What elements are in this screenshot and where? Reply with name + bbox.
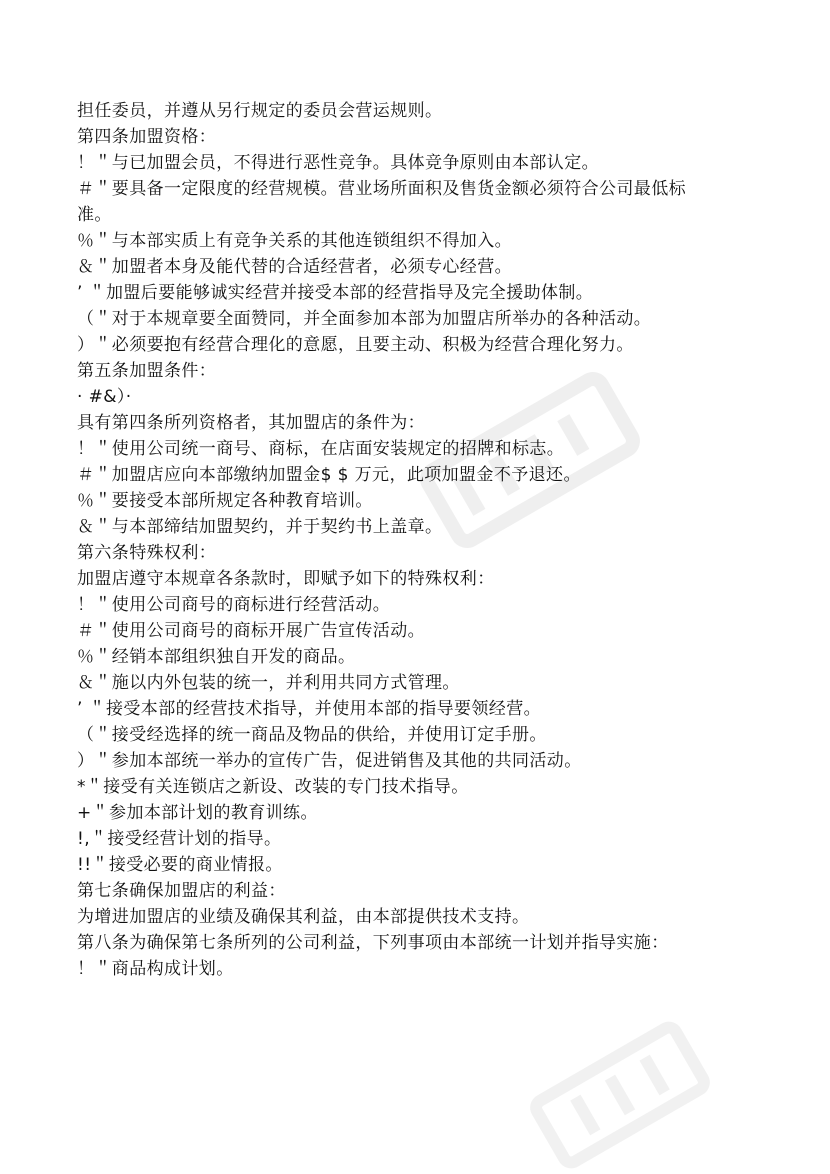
text-line: 为增进加盟店的业绩及确保其利益，由本部提供技术支持。 — [77, 907, 530, 927]
list-item: ％＂要接受本部所规定各种教育培训。 — [77, 491, 373, 511]
section-heading: 第五条加盟条件： — [77, 361, 217, 381]
list-item: ！＂使用公司统一商号、商标，在店面安装规定的招牌和标志。 — [77, 439, 565, 459]
text-line: 担任委员，并遵从另行规定的委员会营运规则。 — [77, 101, 443, 121]
list-item: ＆＂与本部缔结加盟契约，并于契约书上盖章。 — [77, 517, 443, 537]
section-heading: 第四条加盟资格： — [77, 127, 217, 147]
list-item: +＂参加本部计划的教育训练。 — [77, 803, 318, 823]
list-item: ’ ＂接受本部的经营技术指导，并使用本部的指导要领经营。 — [77, 699, 542, 719]
list-item: ＃＂要具备一定限度的经营规模。营业场所面积及售货金额必须符合公司最低标 — [77, 179, 686, 199]
list-item: ％＂经销本部组织独自开发的商品。 — [77, 647, 356, 667]
list-item: ＃＂使用公司商号的商标开展广告宣传活动。 — [77, 621, 425, 641]
list-item: ＆＂加盟者本身及能代替的合适经营者，必须专心经营。 — [77, 257, 512, 277]
watermark-graphic-secondary — [520, 1020, 720, 1170]
list-item: （＂对于本规章要全面赞同，并全面参加本部为加盟店所举办的各种活动。 — [77, 309, 652, 329]
list-item: ！＂商品构成计划。 — [77, 959, 234, 979]
list-item: ＃＂加盟店应向本部缴纳加盟金$ $ 万元，此项加盟金不予退还。 — [77, 465, 581, 485]
list-item: *＂接受有关连锁店之新设、改装的专门技术指导。 — [77, 777, 469, 797]
section-heading: 第七条确保加盟店的利益： — [77, 881, 286, 901]
section-heading: 第八条为确保第七条所列的公司利益，下列事项由本部统一计划并指导实施： — [77, 933, 669, 953]
document-body — [77, 98, 777, 982]
list-item: （＂接受经选择的统一商品及物品的供给，并使用订定手册。 — [77, 725, 547, 745]
list-item: !!＂接受必要的商业情报。 — [77, 855, 283, 875]
text-line: · #&）· — [77, 387, 132, 407]
list-item: ＆＂施以内外包装的统一，并利用共同方式管理。 — [77, 673, 460, 693]
text-line: 具有第四条所列资格者，其加盟店的条件为： — [77, 413, 425, 433]
list-item: ’ ＂加盟后要能够诚实经营并接受本部的经营指导及完全援助体制。 — [77, 283, 594, 303]
list-item: ！＂与已加盟会员，不得进行恶性竞争。具体竞争原则由本部认定。 — [77, 153, 599, 173]
list-item: !,＂接受经营计划的指导。 — [77, 829, 282, 849]
text-line: 加盟店遵守本规章各条款时，即赋予如下的特殊权利： — [77, 569, 495, 589]
text-line: 准。 — [77, 205, 112, 225]
list-item: ！＂使用公司商号的商标进行经营活动。 — [77, 595, 391, 615]
list-item: ）＂参加本部统一举办的宣传广告，促进销售及其他的共同活动。 — [77, 751, 582, 771]
list-item: ）＂必须要抱有经营合理化的意愿，且要主动、积极为经营合理化努力。 — [77, 335, 634, 355]
list-item: ％＂与本部实质上有竞争关系的其他连锁组织不得加入。 — [77, 231, 512, 251]
section-heading: 第六条特殊权利： — [77, 543, 217, 563]
